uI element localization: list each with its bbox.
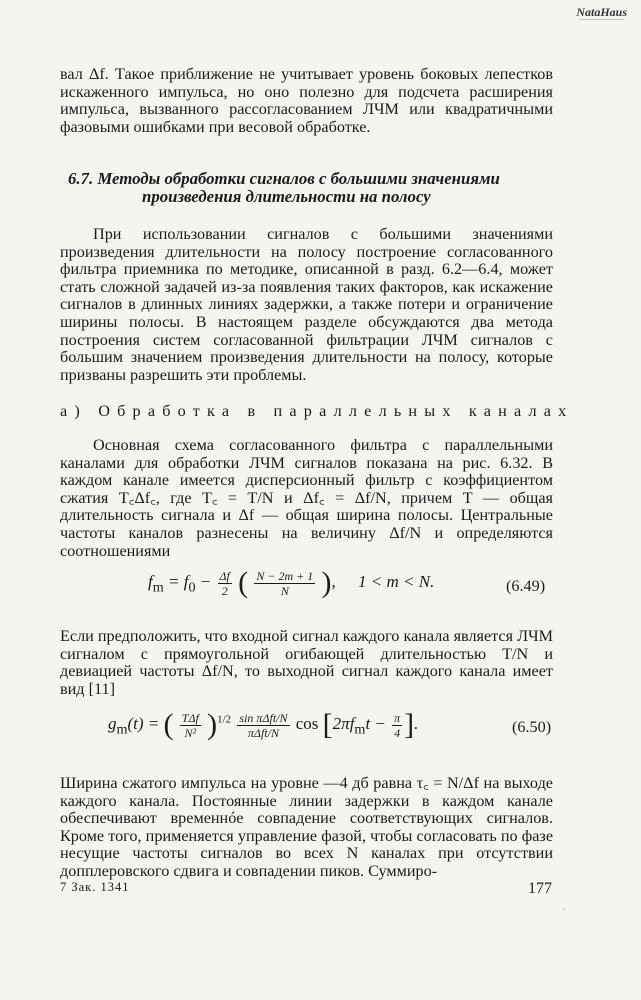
subsection-heading: а) Обработка в параллельных каналах <box>60 402 574 420</box>
eq650-pi-fraction <box>392 711 402 740</box>
section-title-line1: 6.7. Методы обработки сигналов с большими значениями <box>68 169 500 188</box>
eq649-minus: − <box>195 571 216 591</box>
eq650-power: 1/2 <box>217 713 232 726</box>
eq649-lhs-sub: m <box>152 579 164 596</box>
eq650-close-paren: ) <box>207 708 218 741</box>
print-dot: · <box>563 905 566 914</box>
eq649-paren-fraction <box>254 569 315 598</box>
eq649-coef-fraction <box>218 569 232 598</box>
eq650-sinc-num: sin πΔft/N <box>239 710 288 725</box>
section-title-line2: произведения длительности на полосу <box>142 187 431 206</box>
equation-6-49-number: (6.49) <box>506 577 546 595</box>
eq650-pi-den: 4 <box>394 725 401 740</box>
eq650-pi-num: π <box>394 710 401 725</box>
eq649-coef-num: Δf <box>219 568 230 583</box>
eq650-lhs: g <box>108 713 117 733</box>
eq649-open-paren: ( <box>238 566 249 599</box>
eq650-close-bracket: ] <box>404 708 415 741</box>
eq650-arg-sub: m <box>354 721 366 738</box>
printing-order-mark: 7 Зак. 1341 <box>60 880 130 894</box>
watermark-sub: ————————— <box>579 18 625 23</box>
eq650-root-num: TΔf <box>181 710 199 725</box>
eq649-equals: = f <box>163 571 189 591</box>
eq650-sinc-den: πΔft/N <box>247 725 279 740</box>
eq650-cos: cos <box>291 713 323 733</box>
eq650-lhs-sub: m <box>116 721 128 738</box>
eq650-arg-b: t − <box>365 713 391 733</box>
paragraph-bottom: Ширина сжатого импульса на уровне —4 дб равна τ꜀ = N/Δf на выходе каждого канала. Постоянные линии задержки в каждом канале обеспечивают временнóе совпадение соответствующих сигналов. Кроме того, применяется управление фазой, чтобы согласовать по фазе несущие частоты сигналов во всех N каналах при отсутствии допплеровского сдвига и совпадении пиков. Суммиро- <box>60 774 553 880</box>
page-number: 177 <box>528 880 552 897</box>
eq650-sinc-fraction <box>237 711 289 740</box>
watermark-brand: NataHaus <box>576 5 627 19</box>
eq649-paren-num: N − 2m + 1 <box>256 568 314 583</box>
eq649-close-paren: ) <box>321 566 332 599</box>
paragraph-top: вал Δf. Такое приближение не учитывает уровень боковых лепестков искаженного импульса, но оно полезно для подсчета расширения импульса, вызванного рассогласованием ЛЧМ или квадратичными фазовыми ошибками при весовой обработке. <box>60 65 553 136</box>
eq649-paren-den: N <box>280 583 289 598</box>
equation-6-50-number: (6.50) <box>512 718 552 736</box>
publisher-watermark <box>576 6 627 23</box>
eq649-f0-sub: 0 <box>188 579 196 596</box>
eq649-coef-den: 2 <box>221 583 228 598</box>
eq650-lhs-arg: (t) = <box>127 713 164 733</box>
section-heading <box>60 170 580 206</box>
eq649-condition: 1 < m < N. <box>358 571 435 591</box>
eq650-open-bracket: [ <box>322 708 333 741</box>
eq650-open-paren: ( <box>163 708 174 741</box>
eq650-arg-a: 2πf <box>332 713 355 733</box>
equation-6-50: $g_m(t)$ = ( $\frac{\text{TΔf}}{\text{N²}}$ )$^{1/2}$ $\frac{\text{sin πΔft/N}}{\text{πΔft/N}}$ $\cos [2\pi f_mt$ − $\frac{\pi}{4}$ ]. <box>108 708 419 741</box>
paragraph-intro: При использовании сигналов с большими значениями произведения длительности на полосу построение согласованного фильтра приемника по методике, описанной в разд. 6.2—6.4, может стать сложной задачей из-за появления таких факторов, как искажение сигналов в длинных линиях задержки, а также потери и ограничение ширины полосы. В настоящем разделе обсуждаются два метода построения систем согласованной фильтрации ЛЧМ сигналов с большим значением произведения длительности на полосу, которые призваны разрешить эти проблемы. <box>60 225 553 384</box>
eq650-root-den: N² <box>184 725 197 740</box>
eq650-root-fraction <box>180 711 201 740</box>
paragraph-channels: Основная схема согласованного фильтра с параллельными каналами для обработки ЛЧМ сигналов показана на рис. 6.32. В каждом канале имеется дисперсионный фильтр с коэффициентом сжатия T꜀Δf꜀, где T꜀ = T/N и Δf꜀ = Δf/N, причем T — общая длительность сигнала и Δf — общая ширина полосы. Центральные частоты каналов разнесены на величину Δf/N и определяются соотношениями <box>60 436 553 560</box>
eq649-lhs: f <box>148 571 153 591</box>
equation-6-49: $f_m = f_0$ − $\frac{\Delta f}{2}$ ( $\frac{N - 2m + 1}{N}$ ), 1 < m < N. <box>148 566 435 599</box>
paragraph-signal: Если предположить, что входной сигнал каждого канала является ЛЧМ сигналом с прямоугольной огибающей длительностью T/N и девиацией частоты Δf/N, то выходной сигнал каждого канала имеет вид [11] <box>60 627 553 698</box>
